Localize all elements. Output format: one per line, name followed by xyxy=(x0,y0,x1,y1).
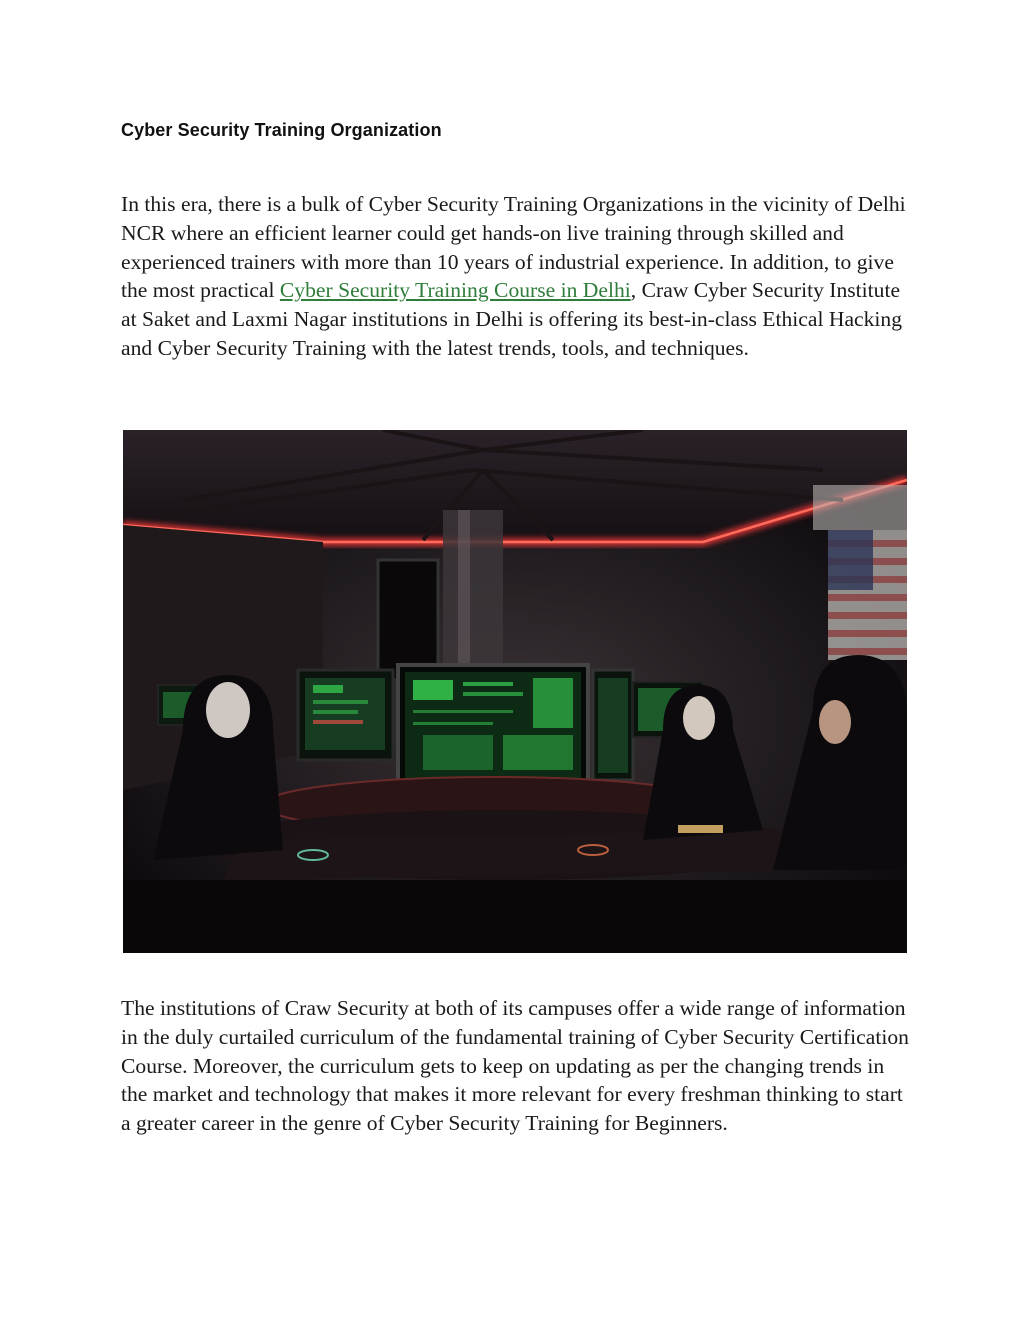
intro-text-4: , Craw Cyber Security Institute at Saket and Laxmi Nagar institutions in Delhi is offering its best-in-class xyxy=(121,278,901,332)
intro-text-6: with the latest trends, tools, and techniques. xyxy=(366,335,749,360)
curriculum-text-1: The institutions of Craw Security at both of its campuses offer a wide range of information in the duly curtailed curriculum of the fundamental training of xyxy=(121,996,906,1049)
hacker-room-photo xyxy=(123,430,907,953)
document-title: Cyber Security Training Organization xyxy=(121,120,442,140)
intro-paragraph xyxy=(121,190,911,363)
intro-text-3: in the vicinity of Delhi NCR where an efficient learner could get hands-on live training through skilled and experienced trainers with more than 10 years of industrial experience. In addition, to give the most practical xyxy=(121,192,906,303)
curriculum-paragraph xyxy=(121,994,911,1138)
intro-text-5: Ethical Hacking and Cyber Security Training xyxy=(121,307,903,360)
intro-text-1: In this era, there is a bulk of xyxy=(121,192,369,216)
intro-text-2: Cyber Security Training Organizations xyxy=(368,192,704,216)
curriculum-text-4: Cyber Security Training for Beginners. xyxy=(390,1111,728,1136)
curriculum-text-3: Moreover, the curriculum gets to keep on updating as per the changing trends in the market and technology that makes it more relevant for every freshman thinking to start a greater career in the genre of xyxy=(121,1053,903,1136)
course-delhi-link[interactable]: Cyber Security Training Course in Delhi xyxy=(279,278,631,303)
curriculum-text-2: Cyber Security Certification Course. xyxy=(121,1024,909,1078)
